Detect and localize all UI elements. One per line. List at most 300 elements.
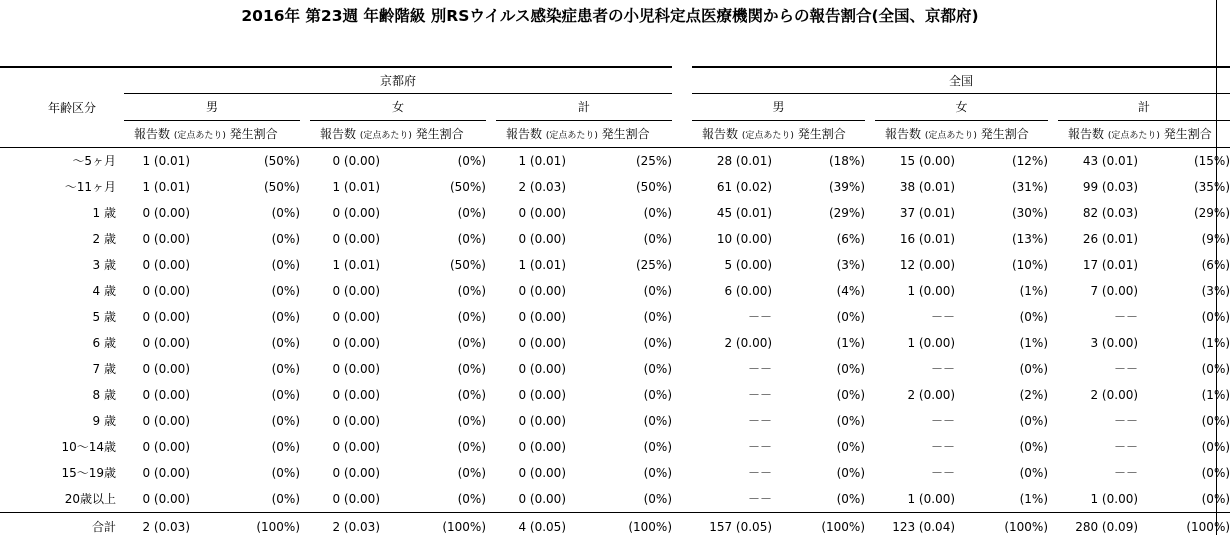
count-value: 38 (0.01) xyxy=(875,174,955,200)
count-value: 1 (0.00) xyxy=(875,486,955,513)
rate-value: (10%) xyxy=(955,252,1048,278)
table-row xyxy=(0,434,1230,460)
rate-value: (0%) xyxy=(190,226,300,252)
sub-header xyxy=(496,121,672,148)
count-value: 17 (0.01) xyxy=(1058,252,1138,278)
col-gap xyxy=(672,356,692,382)
col-gap xyxy=(672,382,692,408)
col-gap xyxy=(300,226,310,252)
table-row xyxy=(0,304,1230,330)
table-row xyxy=(0,252,1230,278)
count-value: 0 (0.00) xyxy=(124,278,190,304)
col-gap xyxy=(672,226,692,252)
rate-value: (0%) xyxy=(190,356,300,382)
col-gap xyxy=(300,330,310,356)
count-value: 28 (0.01) xyxy=(692,148,772,175)
col-gap xyxy=(486,226,496,252)
rate-value: (0%) xyxy=(190,486,300,513)
rate-value: (6%) xyxy=(772,226,865,252)
col-gap xyxy=(486,200,496,226)
rate-value: (100%) xyxy=(955,513,1048,540)
count-value: 0 (0.00) xyxy=(496,382,566,408)
age-label: 4 歳 xyxy=(0,278,124,304)
count-value: 10 (0.00) xyxy=(692,226,772,252)
count-value: －－ xyxy=(1058,304,1138,330)
col-gap xyxy=(865,278,875,304)
rate-value: (0%) xyxy=(1138,408,1230,434)
table-row xyxy=(0,174,1230,200)
rate-value: (0%) xyxy=(380,408,486,434)
count-value: 0 (0.00) xyxy=(310,304,380,330)
age-label: 1 歳 xyxy=(0,200,124,226)
col-gap xyxy=(1048,174,1058,200)
rate-value: (13%) xyxy=(955,226,1048,252)
col-gap xyxy=(672,200,692,226)
rate-value: (0%) xyxy=(380,148,486,175)
age-label: 20歳以上 xyxy=(0,486,124,513)
rate-value: (0%) xyxy=(380,434,486,460)
rate-value: (0%) xyxy=(190,382,300,408)
count-value: 0 (0.00) xyxy=(496,330,566,356)
sub-per-label: (定点あたり) xyxy=(925,131,977,141)
sub-header xyxy=(310,121,486,148)
rate-value: (0%) xyxy=(566,460,672,486)
count-value: －－ xyxy=(692,356,772,382)
rate-value: (0%) xyxy=(772,434,865,460)
count-value: 0 (0.00) xyxy=(496,486,566,513)
rate-value: (0%) xyxy=(380,330,486,356)
count-value: 0 (0.00) xyxy=(310,434,380,460)
rate-value: (6%) xyxy=(1138,252,1230,278)
table-row xyxy=(0,460,1230,486)
rate-value: (0%) xyxy=(380,356,486,382)
count-value: 1 (0.00) xyxy=(1058,486,1138,513)
count-value: 1 (0.01) xyxy=(124,148,190,175)
count-value: 5 (0.00) xyxy=(692,252,772,278)
col-gap xyxy=(486,174,496,200)
count-value: 0 (0.00) xyxy=(310,382,380,408)
col-gap xyxy=(300,304,310,330)
col-gap xyxy=(1048,226,1058,252)
count-value: －－ xyxy=(875,304,955,330)
count-value: 0 (0.00) xyxy=(310,278,380,304)
rate-value: (0%) xyxy=(190,252,300,278)
age-label: 9 歳 xyxy=(0,408,124,434)
sub-gap xyxy=(486,121,496,148)
sub-rate-label: 発生割合 xyxy=(977,127,1029,141)
col-gap xyxy=(672,408,692,434)
col-gap xyxy=(300,486,310,513)
table-row xyxy=(0,408,1230,434)
col-gap xyxy=(865,460,875,486)
table-row xyxy=(0,486,1230,513)
col-gap xyxy=(300,356,310,382)
col-gap xyxy=(300,460,310,486)
rate-value: (4%) xyxy=(772,278,865,304)
rate-value: (18%) xyxy=(772,148,865,175)
count-value: 6 (0.00) xyxy=(692,278,772,304)
rate-value: (0%) xyxy=(566,330,672,356)
count-value: 0 (0.00) xyxy=(124,486,190,513)
rate-value: (3%) xyxy=(772,252,865,278)
sub-header xyxy=(875,121,1048,148)
rate-value: (0%) xyxy=(772,304,865,330)
col-gap xyxy=(672,434,692,460)
col-gap xyxy=(865,252,875,278)
col-gap xyxy=(1048,513,1058,540)
count-value: 45 (0.01) xyxy=(692,200,772,226)
count-value: －－ xyxy=(1058,356,1138,382)
table-row xyxy=(0,148,1230,175)
count-value: 0 (0.00) xyxy=(496,434,566,460)
sub-header xyxy=(692,121,865,148)
count-value: 123 (0.04) xyxy=(875,513,955,540)
rate-value: (0%) xyxy=(190,460,300,486)
sex-header: 女 xyxy=(310,94,486,121)
col-gap xyxy=(672,486,692,513)
count-value: 43 (0.01) xyxy=(1058,148,1138,175)
sub-gap xyxy=(1048,121,1058,148)
age-column-header: 年齢区分 xyxy=(0,67,124,148)
rate-value: (1%) xyxy=(1138,382,1230,408)
page-title: 2016年 第23週 年齢階級 別RSウイルス感染症患者の小児科定点医療機関からの報告割合(全国、京都府) xyxy=(20,4,1200,26)
col-gap xyxy=(1048,408,1058,434)
col-gap xyxy=(300,278,310,304)
count-value: 0 (0.00) xyxy=(124,226,190,252)
col-gap xyxy=(486,304,496,330)
rate-value: (0%) xyxy=(380,304,486,330)
age-label: 15～19歳 xyxy=(0,460,124,486)
col-gap xyxy=(865,226,875,252)
rate-value: (2%) xyxy=(955,382,1048,408)
count-value: －－ xyxy=(692,434,772,460)
rate-value: (0%) xyxy=(772,356,865,382)
rate-value: (50%) xyxy=(380,252,486,278)
sub-rate-label: 発生割合 xyxy=(226,127,278,141)
col-gap xyxy=(300,148,310,175)
col-gap xyxy=(672,148,692,175)
age-label: ～5ヶ月 xyxy=(0,148,124,175)
col-gap xyxy=(865,513,875,540)
count-value: 26 (0.01) xyxy=(1058,226,1138,252)
age-label: 2 歳 xyxy=(0,226,124,252)
rate-value: (0%) xyxy=(190,278,300,304)
rate-value: (100%) xyxy=(190,513,300,540)
col-gap xyxy=(486,486,496,513)
rate-value: (0%) xyxy=(380,200,486,226)
rate-value: (1%) xyxy=(955,278,1048,304)
rate-value: (50%) xyxy=(566,174,672,200)
sub-rate-label: 発生割合 xyxy=(412,127,464,141)
col-gap xyxy=(1048,148,1058,175)
count-value: 0 (0.00) xyxy=(496,278,566,304)
col-gap xyxy=(672,330,692,356)
rate-value: (9%) xyxy=(1138,226,1230,252)
rate-value: (50%) xyxy=(190,148,300,175)
count-value: 16 (0.01) xyxy=(875,226,955,252)
age-label: 5 歳 xyxy=(0,304,124,330)
count-value: 0 (0.00) xyxy=(124,200,190,226)
rate-value: (0%) xyxy=(566,226,672,252)
rate-value: (0%) xyxy=(1138,304,1230,330)
age-label: 8 歳 xyxy=(0,382,124,408)
count-value: 2 (0.00) xyxy=(875,382,955,408)
rate-value: (50%) xyxy=(190,174,300,200)
table-row xyxy=(0,382,1230,408)
rate-value: (0%) xyxy=(566,408,672,434)
col-gap xyxy=(865,486,875,513)
sex-header: 計 xyxy=(1058,94,1230,121)
rate-value: (0%) xyxy=(190,434,300,460)
col-gap xyxy=(300,252,310,278)
count-value: 2 (0.03) xyxy=(124,513,190,540)
rate-value: (31%) xyxy=(955,174,1048,200)
rate-value: (0%) xyxy=(566,356,672,382)
rate-value: (0%) xyxy=(955,304,1048,330)
col-gap xyxy=(865,200,875,226)
sub-rate-label: 発生割合 xyxy=(1160,127,1212,141)
col-gap xyxy=(672,513,692,540)
rate-value: (0%) xyxy=(566,200,672,226)
count-value: 12 (0.00) xyxy=(875,252,955,278)
count-value: 2 (0.00) xyxy=(692,330,772,356)
col-gap xyxy=(486,278,496,304)
col-gap xyxy=(1048,382,1058,408)
rate-value: (0%) xyxy=(380,460,486,486)
table-row xyxy=(0,330,1230,356)
count-value: 0 (0.00) xyxy=(496,408,566,434)
count-value: 0 (0.00) xyxy=(310,460,380,486)
count-value: －－ xyxy=(692,382,772,408)
count-value: －－ xyxy=(1058,434,1138,460)
sex-header: 男 xyxy=(692,94,865,121)
col-gap xyxy=(672,278,692,304)
rate-value: (1%) xyxy=(1138,330,1230,356)
table-row xyxy=(0,200,1230,226)
table-row xyxy=(0,226,1230,252)
col-gap xyxy=(486,408,496,434)
region-gap xyxy=(672,94,692,121)
col-gap xyxy=(865,148,875,175)
col-gap xyxy=(672,174,692,200)
col-gap xyxy=(486,330,496,356)
sub-per-label: (定点あたり) xyxy=(360,131,412,141)
age-label: 10～14歳 xyxy=(0,434,124,460)
rate-value: (50%) xyxy=(380,174,486,200)
sub-count-label: 報告数 xyxy=(702,127,742,141)
rate-value: (0%) xyxy=(955,408,1048,434)
count-value: 1 (0.01) xyxy=(496,148,566,175)
region-gap xyxy=(672,67,692,94)
age-label: 合計 xyxy=(0,513,124,540)
count-value: 0 (0.00) xyxy=(124,382,190,408)
rate-value: (12%) xyxy=(955,148,1048,175)
count-value: 0 (0.00) xyxy=(124,460,190,486)
count-value: 0 (0.00) xyxy=(496,226,566,252)
col-gap xyxy=(672,252,692,278)
col-gap xyxy=(865,330,875,356)
col-gap xyxy=(865,304,875,330)
rate-value: (35%) xyxy=(1138,174,1230,200)
rate-value: (25%) xyxy=(566,252,672,278)
count-value: －－ xyxy=(875,460,955,486)
count-value: 0 (0.00) xyxy=(124,408,190,434)
col-gap xyxy=(672,460,692,486)
count-value: －－ xyxy=(875,434,955,460)
sex-header: 女 xyxy=(875,94,1048,121)
sub-count-label: 報告数 xyxy=(1068,127,1108,141)
count-value: 1 (0.01) xyxy=(496,252,566,278)
sub-header xyxy=(1058,121,1230,148)
rate-value: (0%) xyxy=(772,382,865,408)
age-label: ～11ヶ月 xyxy=(0,174,124,200)
rate-value: (0%) xyxy=(1138,486,1230,513)
rate-value: (0%) xyxy=(1138,434,1230,460)
sex-gap xyxy=(300,94,310,121)
count-value: 99 (0.03) xyxy=(1058,174,1138,200)
sub-per-label: (定点あたり) xyxy=(1108,131,1160,141)
count-value: －－ xyxy=(1058,460,1138,486)
count-value: 0 (0.00) xyxy=(310,356,380,382)
count-value: 0 (0.00) xyxy=(124,356,190,382)
count-value: －－ xyxy=(875,356,955,382)
col-gap xyxy=(300,200,310,226)
rate-value: (0%) xyxy=(380,278,486,304)
sub-count-label: 報告数 xyxy=(885,127,925,141)
col-gap xyxy=(300,174,310,200)
rate-value: (0%) xyxy=(566,434,672,460)
rate-value: (29%) xyxy=(772,200,865,226)
rate-value: (30%) xyxy=(955,200,1048,226)
sub-rate-label: 発生割合 xyxy=(794,127,846,141)
rate-value: (1%) xyxy=(955,330,1048,356)
col-gap xyxy=(865,174,875,200)
count-value: 37 (0.01) xyxy=(875,200,955,226)
count-value: 0 (0.00) xyxy=(496,200,566,226)
sex-header: 計 xyxy=(496,94,672,121)
age-label: 7 歳 xyxy=(0,356,124,382)
rate-value: (1%) xyxy=(955,486,1048,513)
count-value: 280 (0.09) xyxy=(1058,513,1138,540)
count-value: 0 (0.00) xyxy=(124,252,190,278)
count-value: 0 (0.00) xyxy=(310,486,380,513)
count-value: 0 (0.00) xyxy=(310,200,380,226)
table-row xyxy=(0,356,1230,382)
count-value: 0 (0.00) xyxy=(310,408,380,434)
col-gap xyxy=(300,382,310,408)
rate-value: (0%) xyxy=(772,408,865,434)
count-value: 61 (0.02) xyxy=(692,174,772,200)
sub-count-label: 報告数 xyxy=(506,127,546,141)
count-value: 0 (0.00) xyxy=(496,460,566,486)
rate-value: (0%) xyxy=(380,382,486,408)
age-label: 6 歳 xyxy=(0,330,124,356)
count-value: 1 (0.01) xyxy=(310,252,380,278)
sex-gap xyxy=(486,94,496,121)
count-value: 0 (0.00) xyxy=(310,330,380,356)
count-value: －－ xyxy=(875,408,955,434)
col-gap xyxy=(1048,434,1058,460)
col-gap xyxy=(865,434,875,460)
count-value: 157 (0.05) xyxy=(692,513,772,540)
rate-value: (0%) xyxy=(955,356,1048,382)
col-gap xyxy=(1048,486,1058,513)
count-value: 7 (0.00) xyxy=(1058,278,1138,304)
sub-rate-label: 発生割合 xyxy=(598,127,650,141)
sub-header xyxy=(124,121,300,148)
sub-count-label: 報告数 xyxy=(320,127,360,141)
total-row xyxy=(0,513,1230,540)
age-label: 3 歳 xyxy=(0,252,124,278)
col-gap xyxy=(1048,460,1058,486)
col-gap xyxy=(1048,252,1058,278)
count-value: －－ xyxy=(692,460,772,486)
rate-value: (0%) xyxy=(380,486,486,513)
rate-value: (1%) xyxy=(772,330,865,356)
count-value: 0 (0.00) xyxy=(496,356,566,382)
count-value: －－ xyxy=(1058,408,1138,434)
sub-per-label: (定点あたり) xyxy=(546,131,598,141)
rate-value: (25%) xyxy=(566,148,672,175)
count-value: －－ xyxy=(692,486,772,513)
rate-value: (0%) xyxy=(190,304,300,330)
rate-value: (0%) xyxy=(566,304,672,330)
region-header-kyoto: 京都府 xyxy=(124,67,672,94)
sub-gap xyxy=(672,121,692,148)
col-gap xyxy=(865,382,875,408)
rate-value: (0%) xyxy=(190,200,300,226)
count-value: 0 (0.00) xyxy=(310,226,380,252)
rate-value: (0%) xyxy=(190,330,300,356)
sub-per-label: (定点あたり) xyxy=(742,131,794,141)
count-value: 3 (0.00) xyxy=(1058,330,1138,356)
rate-value: (100%) xyxy=(772,513,865,540)
sub-count-label: 報告数 xyxy=(134,127,174,141)
col-gap xyxy=(1048,356,1058,382)
rate-value: (0%) xyxy=(566,486,672,513)
rsv-report-table xyxy=(0,66,1230,540)
col-gap xyxy=(865,356,875,382)
rate-value: (100%) xyxy=(380,513,486,540)
col-gap xyxy=(486,252,496,278)
rate-value: (0%) xyxy=(190,408,300,434)
rate-value: (0%) xyxy=(1138,356,1230,382)
col-gap xyxy=(486,148,496,175)
col-gap xyxy=(1048,304,1058,330)
rate-value: (0%) xyxy=(955,434,1048,460)
count-value: －－ xyxy=(692,408,772,434)
rate-value: (0%) xyxy=(380,226,486,252)
count-value: 2 (0.00) xyxy=(1058,382,1138,408)
count-value: 2 (0.03) xyxy=(310,513,380,540)
col-gap xyxy=(865,408,875,434)
region-header-national: 全国 xyxy=(692,67,1230,94)
sub-gap xyxy=(865,121,875,148)
sub-per-label: (定点あたり) xyxy=(174,131,226,141)
sex-header: 男 xyxy=(124,94,300,121)
rate-value: (0%) xyxy=(772,486,865,513)
col-gap xyxy=(1048,278,1058,304)
rate-value: (39%) xyxy=(772,174,865,200)
count-value: 0 (0.00) xyxy=(124,304,190,330)
col-gap xyxy=(486,356,496,382)
rate-value: (0%) xyxy=(566,278,672,304)
table-row xyxy=(0,278,1230,304)
col-gap xyxy=(486,434,496,460)
sex-gap xyxy=(1048,94,1058,121)
count-value: －－ xyxy=(692,304,772,330)
col-gap xyxy=(300,408,310,434)
